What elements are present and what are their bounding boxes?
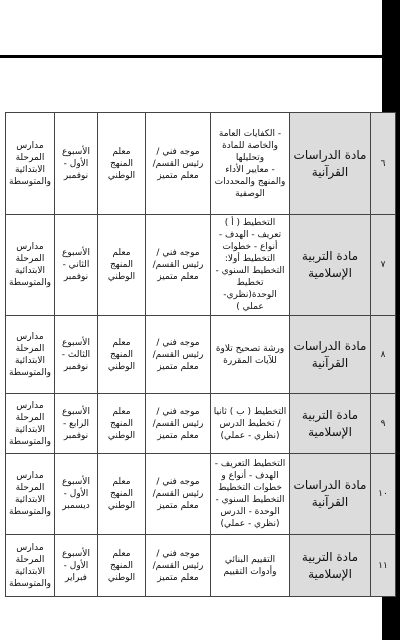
subject-cell: مادة الدراسات القرآنية bbox=[290, 454, 371, 535]
row-number: ٨ bbox=[371, 316, 396, 394]
time-cell: الأسبوع الثاني - نوفمبر bbox=[55, 215, 98, 316]
subject-cell: مادة الدراسات القرآنية bbox=[290, 113, 371, 215]
time-cell: الأسبوع الأول - فبراير bbox=[55, 535, 98, 597]
row-number: ٩ bbox=[371, 394, 396, 454]
table-row bbox=[6, 215, 396, 316]
participants-cell: معلم المنهج الوطني bbox=[98, 316, 146, 394]
table-row bbox=[6, 394, 396, 454]
location-cell: مدارس المرحلة الابتدائية والمتوسطة bbox=[6, 454, 55, 535]
time-cell: الأسبوع الأول - ديسمبر bbox=[55, 454, 98, 535]
row-number: ٧ bbox=[371, 215, 396, 316]
executor-cell: موجه فني / رئيس القسم/معلم متميز bbox=[146, 454, 211, 535]
row-number: ٦ bbox=[371, 113, 396, 215]
time-cell: الأسبوع الثالث - نوفمبر bbox=[55, 316, 98, 394]
row-number: ١١ bbox=[371, 535, 396, 597]
executor-cell: موجه فني / رئيس القسم/معلم متميز bbox=[146, 535, 211, 597]
topic-cell: - الكفايات العامة والخاصة للمادة وتحليلها - معايير الأداء والمنهج والمحددات الوصفية bbox=[211, 113, 290, 215]
participants-cell: معلم المنهج الوطني bbox=[98, 394, 146, 454]
executor-cell: موجه فني / رئيس القسم/معلم متميز bbox=[146, 113, 211, 215]
table-row bbox=[6, 454, 396, 535]
row-number: ١٠ bbox=[371, 454, 396, 535]
subject-cell: مادة الدراسات القرآنية bbox=[290, 316, 371, 394]
location-cell: مدارس المرحلة الابتدائية والمتوسطة bbox=[6, 316, 55, 394]
location-cell: مدارس المرحلة الابتدائية والمتوسطة bbox=[6, 215, 55, 316]
top-bar bbox=[0, 0, 382, 58]
topic-cell: التخطيط التعريف - الهدف - أنواع و خطوات التخطيط التخطيط السنوي - الوحدة - الدرس (نظري - عملي) bbox=[211, 454, 290, 535]
participants-cell: معلم المنهج الوطني bbox=[98, 215, 146, 316]
subject-cell: مادة التربية الإسلامية bbox=[290, 394, 371, 454]
location-cell: مدارس المرحلة الابتدائية والمتوسطة bbox=[6, 535, 55, 597]
table-row bbox=[6, 316, 396, 394]
location-cell: مدارس المرحلة الابتدائية والمتوسطة bbox=[6, 394, 55, 454]
table-row bbox=[6, 535, 396, 597]
training-plan-table bbox=[5, 112, 396, 597]
topic-cell: التخطيط ( أ ) تعريف - الهدف - أنواع - خطوات التخطيط أولا: التخطيط السنوي - تخطيط الوحدة(نظري- عملي ) bbox=[211, 215, 290, 316]
table-row bbox=[6, 113, 396, 215]
participants-cell: معلم المنهج الوطني bbox=[98, 113, 146, 215]
topic-cell: التخطيط ( ب ) ثانيا / تخطيط الدرس (نظري - عملي) bbox=[211, 394, 290, 454]
participants-cell: معلم المنهج الوطني bbox=[98, 535, 146, 597]
subject-cell: مادة التربية الإسلامية bbox=[290, 215, 371, 316]
executor-cell: موجه فني / رئيس القسم/معلم متميز bbox=[146, 215, 211, 316]
executor-cell: موجه فني / رئيس القسم/معلم متميز bbox=[146, 316, 211, 394]
time-cell: الأسبوع الرابع - نوفمبر bbox=[55, 394, 98, 454]
time-cell: الأسبوع الأول - نوفمبر bbox=[55, 113, 98, 215]
participants-cell: معلم المنهج الوطني bbox=[98, 454, 146, 535]
topic-cell: التقييم البنائي وأدوات التقييم bbox=[211, 535, 290, 597]
topic-cell: ورشة تصحيح تلاوة للآيات المقررة bbox=[211, 316, 290, 394]
location-cell: مدارس المرحلة الابتدائية والمتوسطة bbox=[6, 113, 55, 215]
executor-cell: موجه فني / رئيس القسم/معلم متميز bbox=[146, 394, 211, 454]
subject-cell: مادة التربية الإسلامية bbox=[290, 535, 371, 597]
